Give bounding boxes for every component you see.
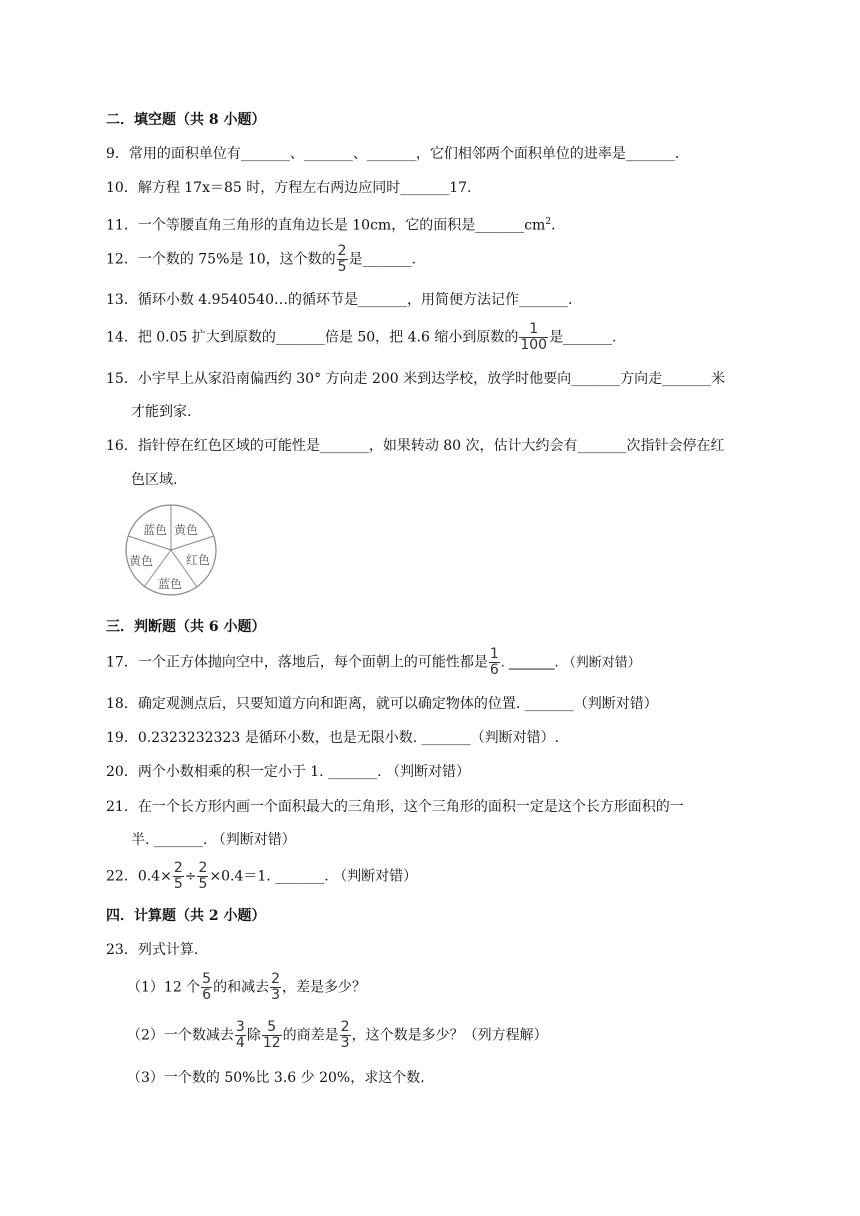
- question-15: 15．小宇早上从家沿南偏西约 30° 方向走 200 米到达学校，放学时他要向_______方向走_______米: [106, 371, 726, 387]
- numerator: 2: [337, 243, 347, 259]
- spinner-label: 蓝色: [158, 577, 183, 591]
- spinner-label: 黄色: [129, 554, 154, 568]
- numerator: 5: [202, 971, 212, 987]
- part-1-end: ，差是多少？: [282, 979, 367, 996]
- denominator: 5: [173, 876, 183, 892]
- question-21-cont: 半. _______. （判断对错）: [131, 832, 296, 848]
- numerator: 1: [489, 646, 499, 662]
- numerator: 2: [198, 860, 208, 876]
- question-17-end: . _______. （判断对错）: [500, 655, 641, 671]
- part-2-mid-2: 的商差是: [282, 1027, 339, 1044]
- question-23-part-1: [127, 972, 366, 1003]
- fraction: [173, 861, 184, 892]
- question-23-part-2: [127, 1020, 548, 1051]
- question-19: 19．0.2323232323 是循环小数，也是无限小数. _______（判断对错）.: [106, 730, 560, 746]
- fraction: [262, 1020, 282, 1051]
- part-2-end: ，这个数是多少？（列方程解）: [351, 1027, 548, 1044]
- operator: ÷: [184, 868, 197, 885]
- denominator: 6: [202, 987, 212, 1003]
- question-16: 16．指针停在红色区域的可能性是_______，如果转动 80 次，估计大约会有_______次指针会停在红: [106, 438, 725, 454]
- question-9: 9．常用的面积单位有_______、_______、_______，它们相邻两个面积单位的进率是_______.: [106, 146, 680, 162]
- numerator: 2: [271, 971, 281, 987]
- denominator: 12: [262, 1035, 281, 1051]
- question-11-end: .: [551, 217, 556, 234]
- section-heading-calculation: 四．计算题（共 2 小题）: [106, 908, 266, 924]
- question-17: [106, 647, 641, 678]
- question-14: [106, 322, 617, 353]
- denominator: 4: [235, 1035, 245, 1051]
- fraction: [235, 1020, 246, 1051]
- numerator: 5: [262, 1020, 282, 1036]
- fraction: [201, 972, 212, 1003]
- spinner-figure: [122, 503, 220, 597]
- part-2-text: （2）一个数减去: [127, 1027, 234, 1044]
- denominator: 5: [337, 259, 347, 275]
- denominator: 3: [340, 1035, 350, 1051]
- spinner-label: 黄色: [174, 523, 199, 537]
- question-23: 23．列式计算.: [106, 942, 199, 958]
- part-1-mid: 的和减去: [213, 979, 270, 996]
- question-13: 13．循环小数 4.9540540…的循环节是_______，用简便方法记作_______.: [106, 292, 573, 308]
- question-21: 21．在一个长方形内画一个面积最大的三角形，这个三角形的面积一定是这个长方形面积的一: [106, 799, 684, 815]
- section-heading-true-false: 三．判断题（共 6 小题）: [106, 619, 266, 635]
- part-1-text: （1）12 个: [127, 979, 201, 996]
- numerator: 2: [173, 860, 183, 876]
- question-17-text: 17．一个正方体抛向空中，落地后，每个面朝上的可能性都是: [106, 654, 488, 671]
- question-16-cont: 色区域.: [131, 472, 178, 488]
- numerator: 1: [519, 322, 548, 338]
- question-22-end: ×0.4＝1. _______. （判断对错）: [209, 868, 418, 885]
- question-22-text: 22．0.4×: [106, 868, 172, 885]
- fraction: [489, 647, 500, 678]
- spinner-label: 红色: [186, 553, 211, 567]
- denominator: 6: [489, 662, 499, 678]
- superscript: 2: [545, 217, 552, 227]
- denominator: 100: [520, 337, 548, 353]
- question-12: [106, 244, 416, 275]
- fraction: [270, 972, 281, 1003]
- spinner-label: 蓝色: [143, 523, 168, 537]
- question-15-cont: 才能到家.: [131, 404, 192, 420]
- question-20: 20．两个小数相乘的积一定小于 1. _______. （判断对错）: [106, 764, 470, 780]
- question-23-part-3: （3）一个数的 50%比 3.6 少 20%，求这个数.: [127, 1070, 425, 1086]
- question-11-text: 11．一个等腰直角三角形的直角边长是 10cm，它的面积是_______cm: [106, 217, 546, 234]
- part-2-mid: 除: [246, 1027, 261, 1044]
- question-22: [106, 861, 417, 892]
- question-14-end: 是_______.: [549, 329, 617, 346]
- section-heading-fill-blank: 二．填空题（共 8 小题）: [106, 112, 266, 128]
- numerator: 3: [235, 1019, 245, 1035]
- question-12-text: 12．一个数的 75%是 10，这个数的: [106, 251, 336, 268]
- question-18: 18．确定观测点后，只要知道方向和距离，就可以确定物体的位置. _______（判断对错）: [106, 696, 658, 712]
- question-14-text: 14．把 0.05 扩大到原数的_______倍是 50，把 4.6 缩小到原数的: [106, 329, 519, 346]
- fraction: [337, 244, 348, 275]
- fraction: [197, 861, 208, 892]
- question-11: [106, 212, 556, 236]
- denominator: 5: [198, 876, 208, 892]
- question-12-end: 是_______.: [348, 251, 417, 268]
- numerator: 2: [340, 1019, 350, 1035]
- fraction: [340, 1020, 351, 1051]
- denominator: 3: [271, 987, 281, 1003]
- question-10: 10．解方程 17x＝85 时，方程左右两边应同时_______17.: [106, 180, 472, 196]
- fraction: [519, 322, 548, 353]
